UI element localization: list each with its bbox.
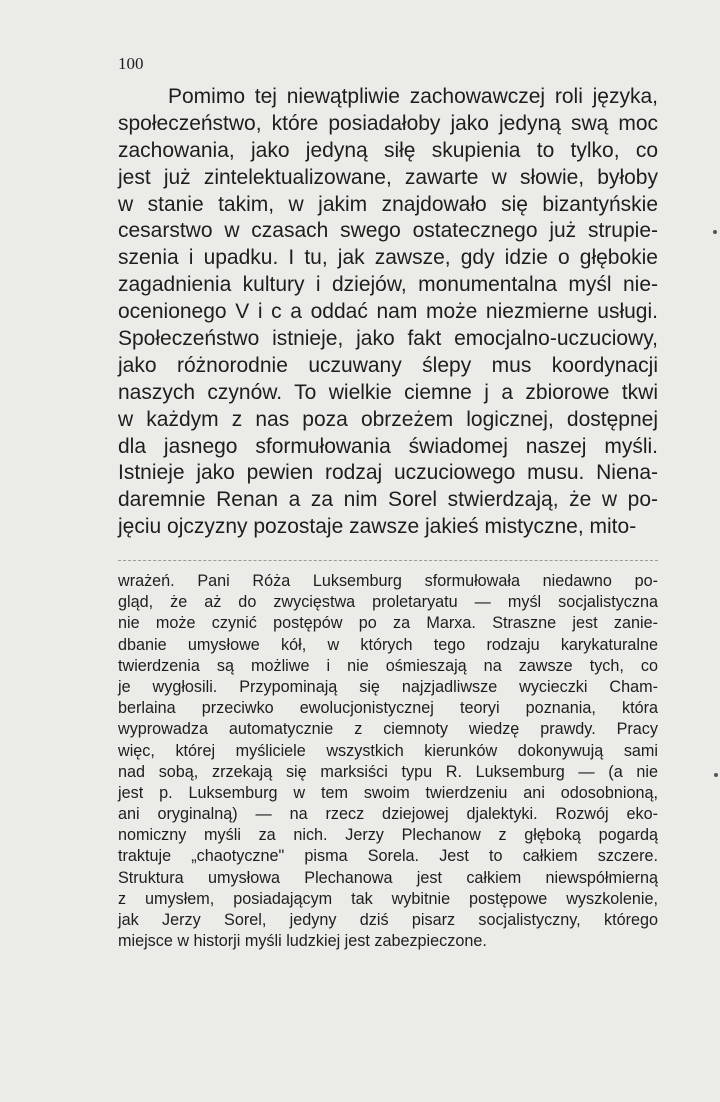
page-number: 100 [118, 54, 144, 73]
main-text-line: naszych czynów. To wielkie ciemne j a zbiorowe tkwi [118, 380, 658, 404]
footnote-line: twierdzenia są możliwe i nie ośmieszają na zawsze tych, co [118, 656, 658, 675]
main-text-line: jest już zintelektualizowane, zawarte w słowie, byłoby [118, 165, 658, 189]
main-text-line: dla jasnego sformułowania świadomej naszej myśli. [118, 434, 658, 458]
footnote-line: dbanie umysłowe kół, w których tego rodzaju karykaturalne [118, 635, 658, 654]
main-text-line: ocenionego V i c a oddać nam może niezmierne usługi. [118, 300, 658, 324]
main-text-line: zagadnienia kultury i dziejów, monumentalna myśl nie- [118, 273, 658, 297]
main-text-line: szenia i upadku. I tu, jak zawsze, gdy idzie o głębokie [118, 246, 658, 270]
footnote-line: nie może czynić postępów po za Marxa. Straszne jest zanie- [118, 614, 658, 633]
footnote-line: gląd, że aż do zwycięstwa proletaryatu — myśl socjalistyczna [118, 593, 658, 612]
footnote-line: ani oryginalną) — na rzecz dziejowej djalektyki. Rozwój eko- [118, 805, 658, 824]
footnote-line: miejsce w historji myśli ludzkiej jest zabezpieczone. [118, 932, 487, 951]
footnote-line: jest p. Luksemburg w tem swoim twierdzeniu ani odosobnioną, [118, 783, 658, 802]
footnote-line: nad sobą, zrzekają się marksiści typu R. Luksemburg — (a nie [118, 762, 658, 781]
main-text [118, 84, 658, 541]
scan-speck [713, 230, 717, 234]
main-text-line: jako różnorodnie uczuwany ślepy mus koordynacji [118, 353, 658, 377]
footnote-line: nomiczny myśli za nich. Jerzy Plechanow z głęboką pogardą [118, 826, 658, 845]
main-text-line: społeczeństwo, które posiadałoby jako jedyną swą moc [118, 111, 658, 135]
main-text-line: daremnie Renan a za nim Sorel stwierdzają, że w po- [118, 488, 658, 512]
footnote-line: z umysłem, posiadającym tak wybitnie postępowe wyszkolenie, [118, 889, 658, 908]
footnote-line: jak Jerzy Sorel, jedyny dziś pisarz socjalistyczny, którego [118, 911, 658, 929]
footnote-line: wyprowadza automatycznie z ciemnoty wiedzę prawdy. Pracy [118, 720, 658, 739]
footnote-line: Struktura umysłowa Plechanowa jest całkiem niewspółmierną [118, 868, 658, 887]
footnote-separator [118, 560, 658, 561]
footnote-line: je wygłosili. Przypominają się najzjadliwsze wycieczki Cham- [118, 677, 658, 696]
main-text-line: w stanie takim, w jakim znajdowało się bizantyńskie [118, 192, 658, 216]
footnote-line: więc, której myśliciele wszystkich kierunków dokonywują sami [118, 741, 658, 760]
main-text-line: w każdym z nas poza obrzeżem logicznej, dostępnej [118, 407, 658, 431]
main-text-line: zachowania, jako jedyną siłę skupienia to tylko, co [118, 138, 658, 162]
footnote [118, 571, 658, 952]
main-text-line: Pomimo tej niewątpliwie zachowawczej roli języka, [168, 85, 658, 108]
footnote-line: wrażeń. Pani Róża Luksemburg sformułowała niedawno po- [118, 572, 658, 590]
main-text-line: Społeczeństwo istnieje, jako fakt emocjalno-uczuciowy, [118, 327, 658, 351]
footnote-line: berlaina przeciwko ewolucjonistycznej teoryi poznania, która [118, 699, 658, 718]
main-text-line: jęciu ojczyzny pozostaje zawsze jakieś mistyczne, mito- [118, 515, 637, 539]
footnote-line: traktuje „chaotyczne" pisma Sorela. Jest to całkiem szczere. [118, 847, 658, 866]
scan-speck [714, 773, 718, 777]
main-text-line: Istnieje jako pewien rodzaj uczuciowego musu. Niena- [118, 461, 658, 485]
main-text-line: cesarstwo w czasach swego ostatecznego już strupie- [118, 219, 658, 243]
